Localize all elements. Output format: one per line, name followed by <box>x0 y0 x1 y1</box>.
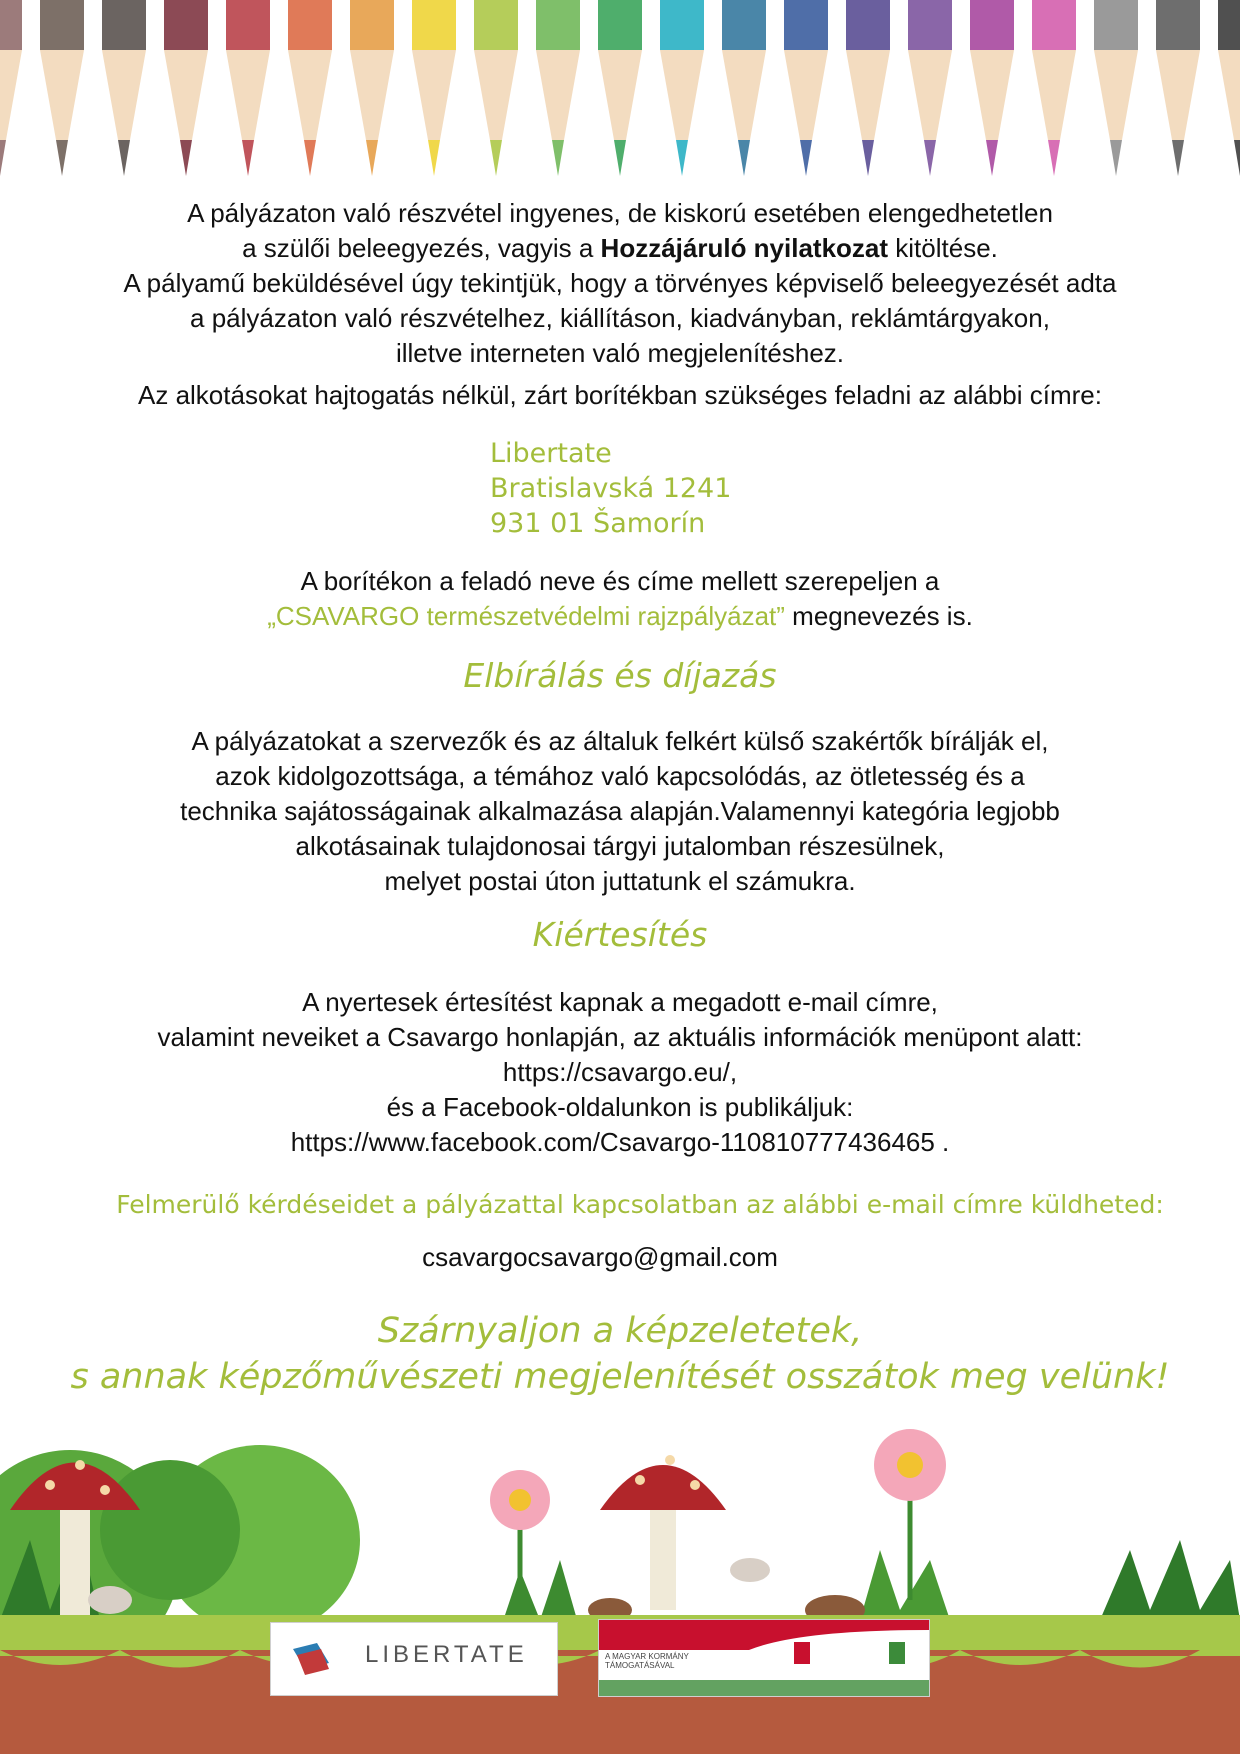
address-name: Libertate <box>490 438 612 469</box>
mailing-address <box>490 436 731 541</box>
facebook-link[interactable]: https://www.facebook.com/Csavargo-110810777436465 . <box>290 1127 950 1157</box>
pencil-icon <box>164 0 208 176</box>
mushroom-garden-illustration <box>0 1420 1240 1754</box>
pencil-icon <box>0 0 22 176</box>
pencil-icon <box>784 0 828 176</box>
slogan <box>0 1308 1240 1400</box>
pencil-icon <box>536 0 580 176</box>
mushroom-center <box>600 1455 726 1610</box>
pencil-icon <box>40 0 84 176</box>
judging-line-4: alkotásainak tulajdonosai tárgyi jutalomban részesülnek, <box>295 831 945 861</box>
intro-line-1: A pályázaton való részvétel ingyenes, de kiskorú esetében elengedhetetlen <box>187 198 1053 228</box>
envelope-line-1: A borítékon a feladó neve és címe mellett szerepeljen a <box>300 566 940 596</box>
pencil-icon <box>722 0 766 176</box>
government-support-logo <box>598 1619 930 1697</box>
pencil-icon <box>288 0 332 176</box>
consent-form-name: Hozzájáruló nyilatkozat <box>600 233 889 263</box>
notification-line-1: A nyertesek értesítést kapnak a megadott e-mail címre, <box>302 987 938 1017</box>
mailing-instruction: Az alkotásokat hajtogatás nélkül, zárt borítékban szükséges feladni az alábbi címre: <box>138 380 1102 410</box>
pencil-icon <box>1156 0 1200 176</box>
pencil-icon <box>908 0 952 176</box>
judging-line-2: azok kidolgozottsága, a témához való kapcsolódás, az ötletesség és a <box>215 761 1025 791</box>
flower-left <box>490 1470 550 1610</box>
pencil-icon <box>970 0 1014 176</box>
pencil-icon <box>1094 0 1138 176</box>
intro-line-5: illetve interneten való megjelenítéshez. <box>395 338 845 368</box>
pencil-icon <box>474 0 518 176</box>
libertate-logo-text: LIBERTATE <box>365 1641 528 1668</box>
judging-line-5: melyet postai úton juttatunk el számukra. <box>384 866 856 896</box>
judging-line-3: technika sajátosságainak alkalmazása alapján.Valamennyi kategória legjobb <box>180 796 1060 826</box>
pencil-icon <box>660 0 704 176</box>
envelope-line-2: „CSAVARGO természetvédelmi rajzpályázat” megnevezés is. <box>267 601 973 631</box>
pencil-icon <box>350 0 394 176</box>
envelope-note <box>0 564 1240 634</box>
address-city: 931 01 Šamorín <box>490 508 706 539</box>
judging-paragraph <box>0 724 1240 899</box>
notification-line-2: valamint neveiket a Csavargo honlapján, az aktuális információk menüpont alatt: <box>157 1022 1083 1052</box>
contact-prompt: Felmerülő kérdéseidet a pályázattal kapcsolatban az alábbi e-mail címre küldheted: <box>116 1190 1164 1219</box>
website-link[interactable]: https://csavargo.eu/, <box>502 1057 738 1087</box>
pencil-icon <box>1218 0 1240 176</box>
notification-line-4: és a Facebook-oldalunkon is publikáljuk: <box>386 1092 854 1122</box>
pencil-icon <box>412 0 456 176</box>
intro-line-3: A pályamű beküldésével úgy tekintjük, hogy a törvényes képviselő beleegyezését adta <box>123 268 1117 298</box>
slogan-line-2: s annak képzőművészeti megjelenítését osszátok meg velünk! <box>70 1357 1170 1397</box>
colored-pencils-illustration <box>0 0 1240 180</box>
judging-heading: Elbírálás és díjazás <box>463 656 777 695</box>
intro-paragraph <box>0 196 1240 371</box>
notification-heading: Kiértesítés <box>532 915 708 954</box>
contact-email[interactable]: csavargocsavargo@gmail.com <box>422 1242 778 1272</box>
pencil-icon <box>226 0 270 176</box>
intro-line-4: a pályázaton való részvételhez, kiállításon, kiadványban, reklámtárgyakon, <box>190 303 1050 333</box>
slogan-line-1: Szárnyaljon a képzeletetek, <box>377 1311 863 1351</box>
pencil-icon <box>846 0 890 176</box>
sponsor-text: A MAGYAR KORMÁNY TÁMOGATÁSÁVAL <box>605 1652 689 1670</box>
notification-paragraph <box>0 985 1240 1160</box>
pencil-icon <box>598 0 642 176</box>
competition-name: „CSAVARGO természetvédelmi rajzpályázat” <box>267 601 785 631</box>
judging-line-1: A pályázatokat a szervezők és az általuk felkért külső szakértők bírálják el, <box>191 726 1049 756</box>
pencil-icon <box>1032 0 1076 176</box>
address-street: Bratislavská 1241 <box>490 473 732 504</box>
libertate-logo <box>270 1622 558 1696</box>
intro-line-2: a szülői beleegyezés, vagyis a Hozzájáruló nyilatkozat kitöltése. <box>242 233 998 263</box>
pencil-icon <box>102 0 146 176</box>
